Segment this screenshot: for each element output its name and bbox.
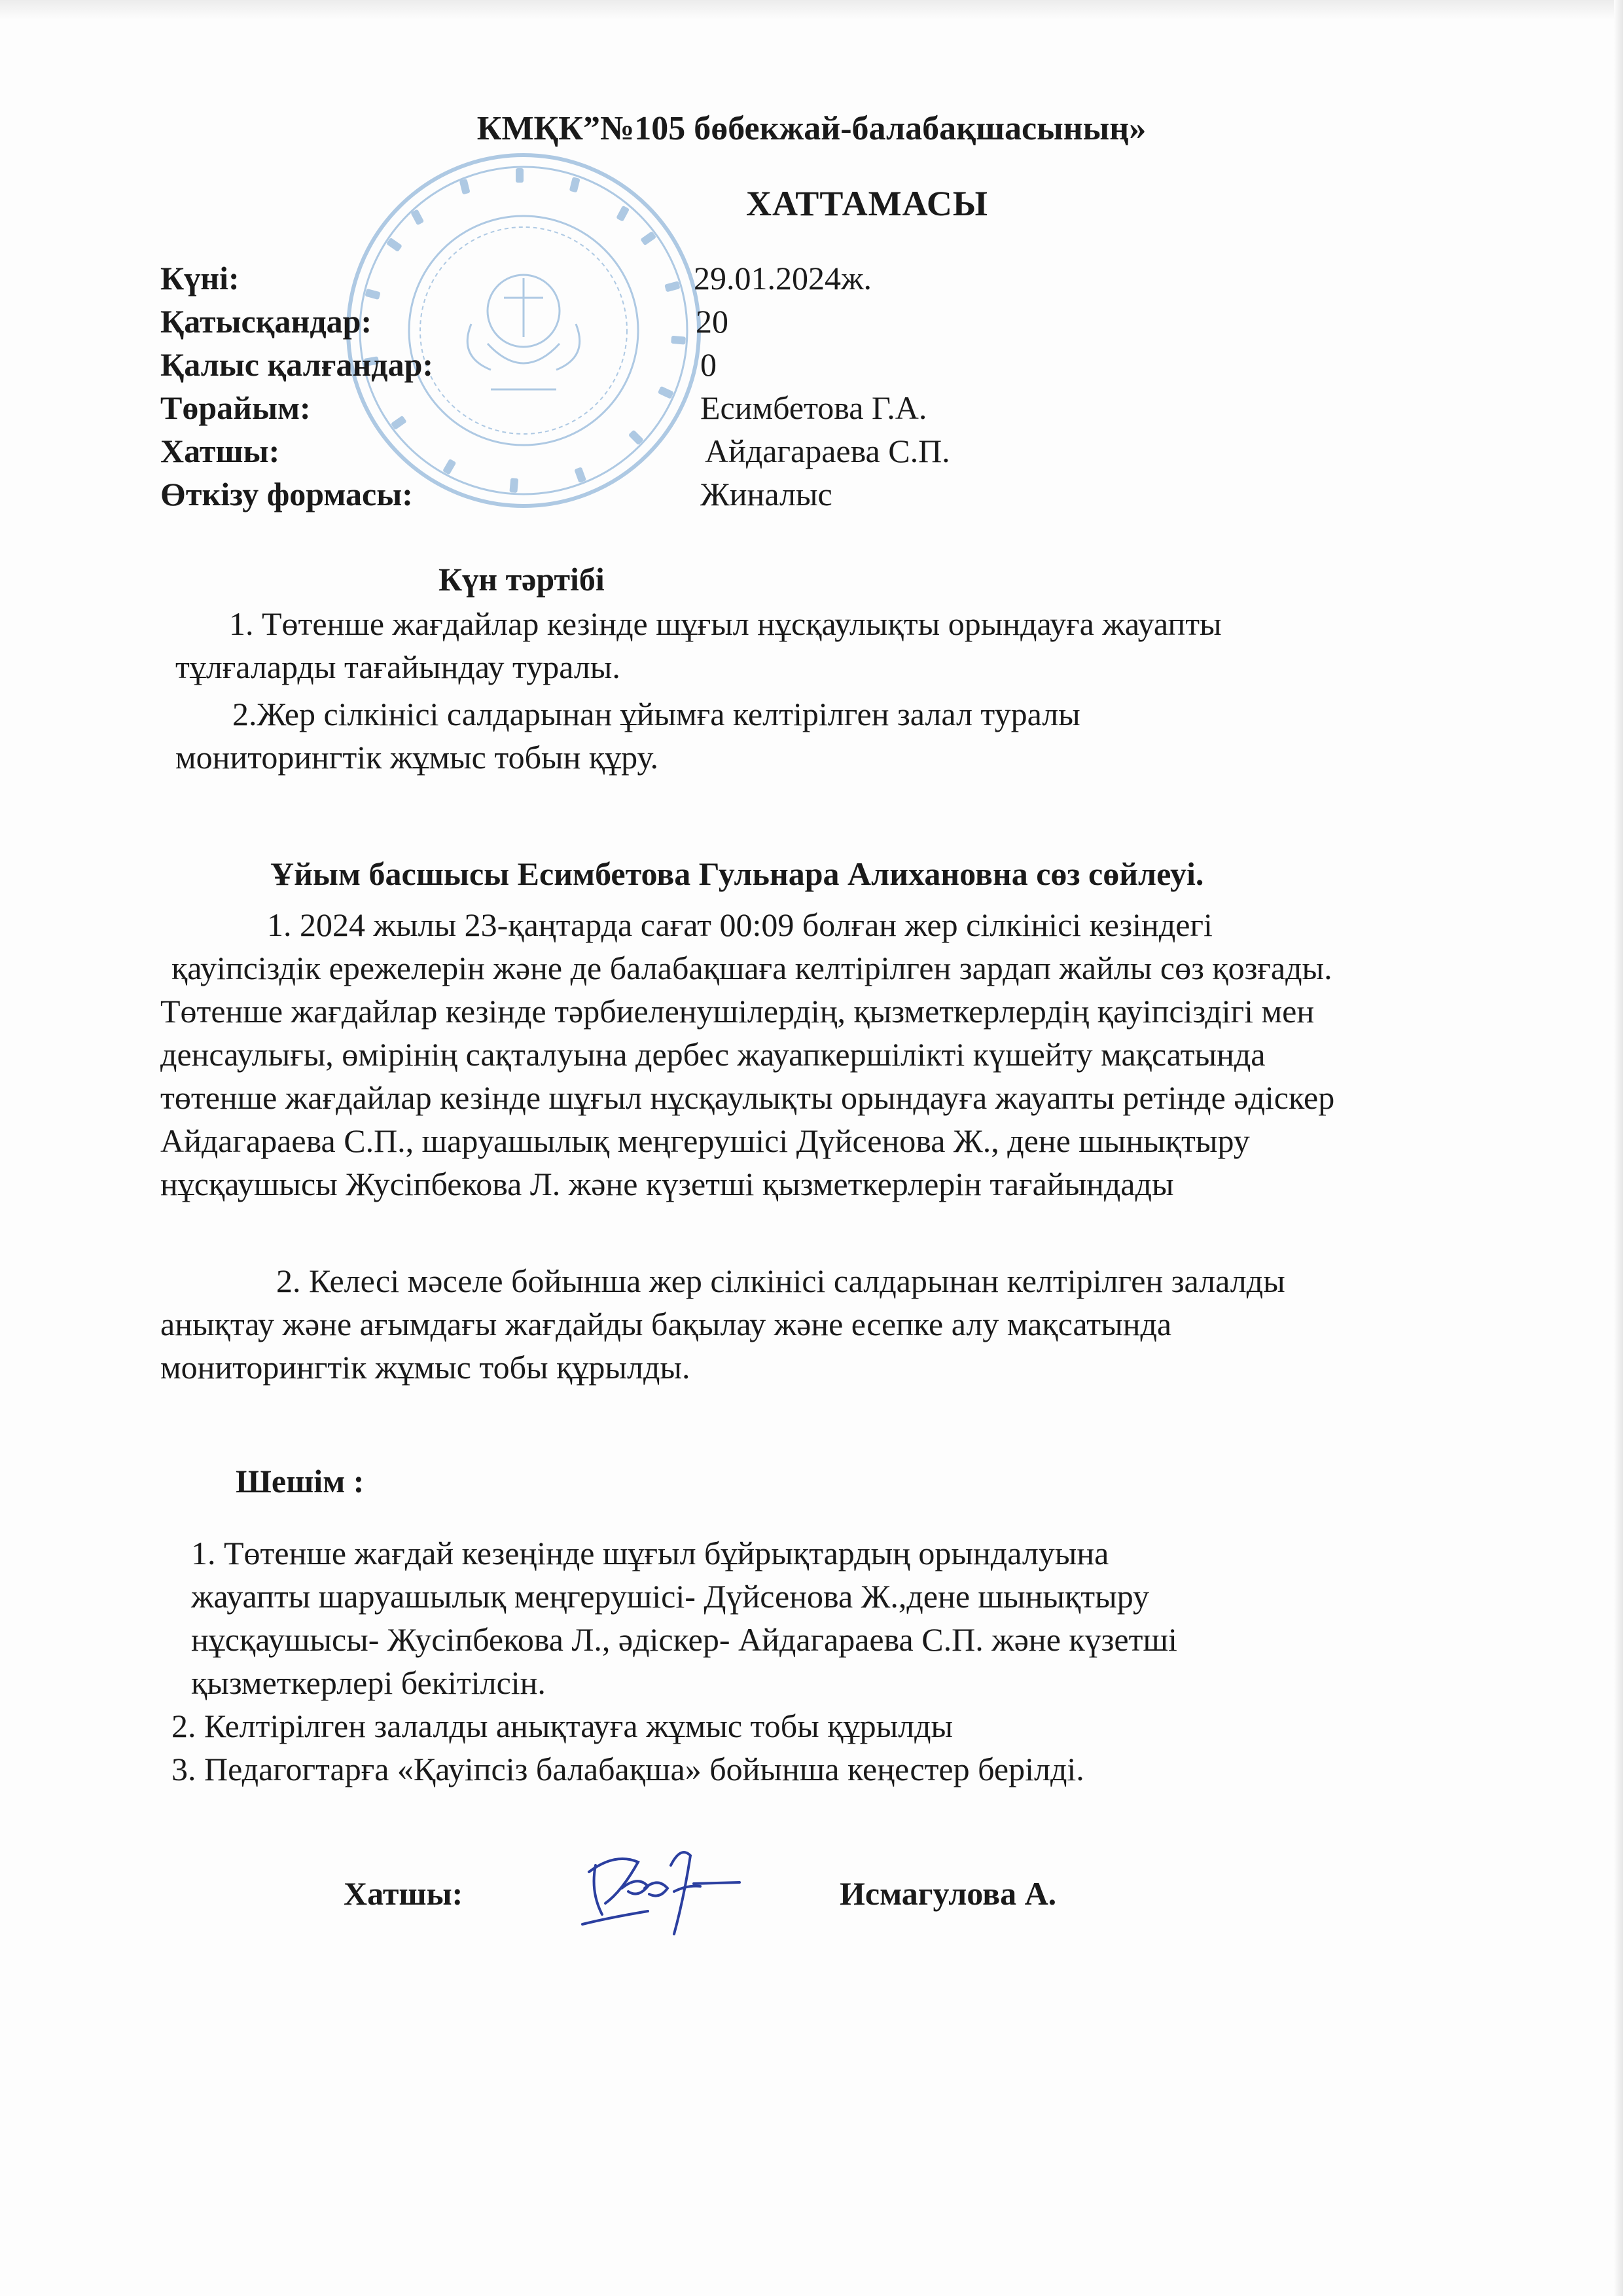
secretary-label: Хатшы: xyxy=(344,1875,463,1912)
meta-value: 0 xyxy=(700,346,717,383)
meta-value: Есимбетова Г.А. xyxy=(700,389,927,426)
agenda-line: тұлғаларды тағайындау туралы. xyxy=(175,649,620,685)
speech-title: Ұйым басшысы Есимбетова Гульнара Алихановна сөз сөйлеуі. xyxy=(270,855,1204,892)
secretary-name: Исмагулова А. xyxy=(840,1875,1057,1912)
meta-label: Төрайым: xyxy=(160,389,311,426)
speech-line: анықтау және ағымдағы жағдайды бақылау және есепке алу мақсатында xyxy=(160,1306,1172,1342)
decision-title: Шешім : xyxy=(236,1463,365,1499)
decision-line: жауапты шаруашылық меңгерушісі- Дүйсенова Ж.,дене шынықтыру xyxy=(191,1578,1150,1615)
speech-line: 1. 2024 жылы 23-қаңтарда сағат 00:09 болған жер сілкінісі кезіндегі xyxy=(267,906,1213,943)
decision-line: нұсқаушысы- Жусіпбекова Л., әдіскер- Айдагараева С.П. және күзетші xyxy=(191,1621,1177,1658)
meta-label: Хатшы: xyxy=(160,433,280,469)
speech-line: Айдагараева С.П., шаруашылық меңгерушісі Дүйсенова Ж., дене шынықтыру xyxy=(160,1122,1250,1159)
meta-label: Өткізу формасы: xyxy=(160,476,413,512)
scan-edge-right xyxy=(1614,0,1623,2296)
speech-line: қауіпсіздік ережелерін және де балабақшаға келтірілген зардап жайлы сөз қозғады. xyxy=(171,950,1332,986)
agenda-line: мониторингтік жұмыс тобын құру. xyxy=(175,739,658,776)
speech-line: денсаулығы, өмірінің сақталуына дербес жауапкершілікті күшейту мақсатында xyxy=(160,1036,1266,1073)
organization-title: КМҚК”№105 бөбекжай-балабақшасының» xyxy=(476,110,1147,147)
meta-value: Жиналыс xyxy=(700,476,832,512)
speech-line: 2. Келесі мәселе бойынша жер сілкінісі салдарынан келтірілген залалды xyxy=(276,1263,1285,1299)
decision-line: 2. Келтірілген залалды анықтауға жұмыс тобы құрылды xyxy=(171,1708,954,1744)
meta-label: Қалыс қалғандар: xyxy=(160,346,434,383)
agenda-title: Күн тәртібі xyxy=(438,561,605,598)
meta-value: 20 xyxy=(696,303,728,340)
meta-value: Айдагараева С.П. xyxy=(705,433,950,469)
decision-line: 1. Төтенше жағдай кезеңінде шұғыл бұйрықтардың орындалуына xyxy=(191,1535,1109,1571)
handwritten-signature xyxy=(576,1826,746,1970)
speech-line: мониторингтік жұмыс тобы құрылды. xyxy=(160,1349,690,1386)
decision-line: 3. Педагогтарға «Қауіпсіз балабақша» бойынша кеңестер берілді. xyxy=(171,1751,1084,1787)
speech-line: Төтенше жағдайлар кезінде тәрбиеленушілердің, қызметкерлердің қауіпсіздігі мен xyxy=(160,993,1315,1030)
scan-edge-top xyxy=(0,0,1623,20)
meta-label: Күні: xyxy=(160,260,240,296)
agenda-line: 2.Жер сілкінісі салдарынан ұйымға келтірілген залал туралы xyxy=(232,696,1080,732)
decision-line: қызметкерлері бекітілсін. xyxy=(191,1664,546,1701)
meta-label: Қатысқандар: xyxy=(160,303,372,340)
speech-line: төтенше жағдайлар кезінде шұғыл нұсқаулықты орындауға жауапты ретінде әдіскер xyxy=(160,1079,1335,1116)
document-title: ХАТТАМАСЫ xyxy=(746,184,988,223)
meta-value: 29.01.2024ж. xyxy=(694,260,872,296)
speech-line: нұсқаушысы Жусіпбекова Л. және күзетші қызметкерлерін тағайындады xyxy=(160,1166,1174,1202)
agenda-line: 1. Төтенше жағдайлар кезінде шұғыл нұсқаулықты орындауға жауапты xyxy=(229,605,1222,642)
